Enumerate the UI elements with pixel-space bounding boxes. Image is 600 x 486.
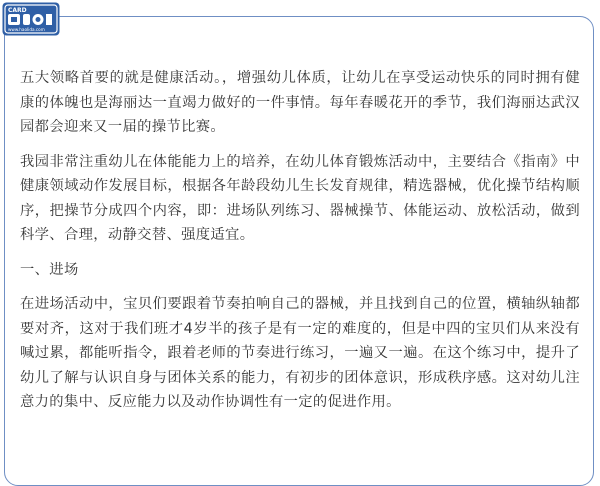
logo-bottom-text: www.haolida.com [8,27,45,32]
card-logo-icon [2,2,60,36]
logo-top-text: CARD [8,7,27,14]
paragraph-entry: 在进场活动中，宝贝们要跟着节奏拍响自己的器械，并且找到自己的位置，横轴纵轴都要对齐，这对于我们班才4岁半的孩子是有一定的难度的，但是中四的宝贝们从来没有喊过累，都能听指令，跟着老师的节奏进行练习，一遍又一遍。在这个练习中，提升了幼儿了解与认识自身与团体关系的能力，有初步的团体意识，形成秩序感。这对幼儿注意力的集中、反应能力以及动作协调性有一定的促进作用。 [20,296,580,410]
paragraph-intro: 五大领略首要的就是健康活动。，增强幼儿体质，让幼儿在享受运动快乐的同时拥有健康的体魄也是海丽达一直竭力做好的一件事情。每年春暖花开的季节，我们海丽达武汉园都会迎来又一届的操节比赛。 [20,70,580,135]
section-heading-entry: 一、进场 [20,261,79,278]
article-body [20,66,580,425]
paragraph-training: 我园非常注重幼儿在体能能力上的培养，在幼儿体育锻炼活动中，主要结合《指南》中健康领域动作发展目标，根据各年龄段幼儿生长发育规律，精选器械，优化操节结构顺序，把操节分成四个内容，即：进场队列练习、器械操节、体能运动、放松活动，做到科学、合理，动静交替、强度适宜。 [20,153,580,243]
